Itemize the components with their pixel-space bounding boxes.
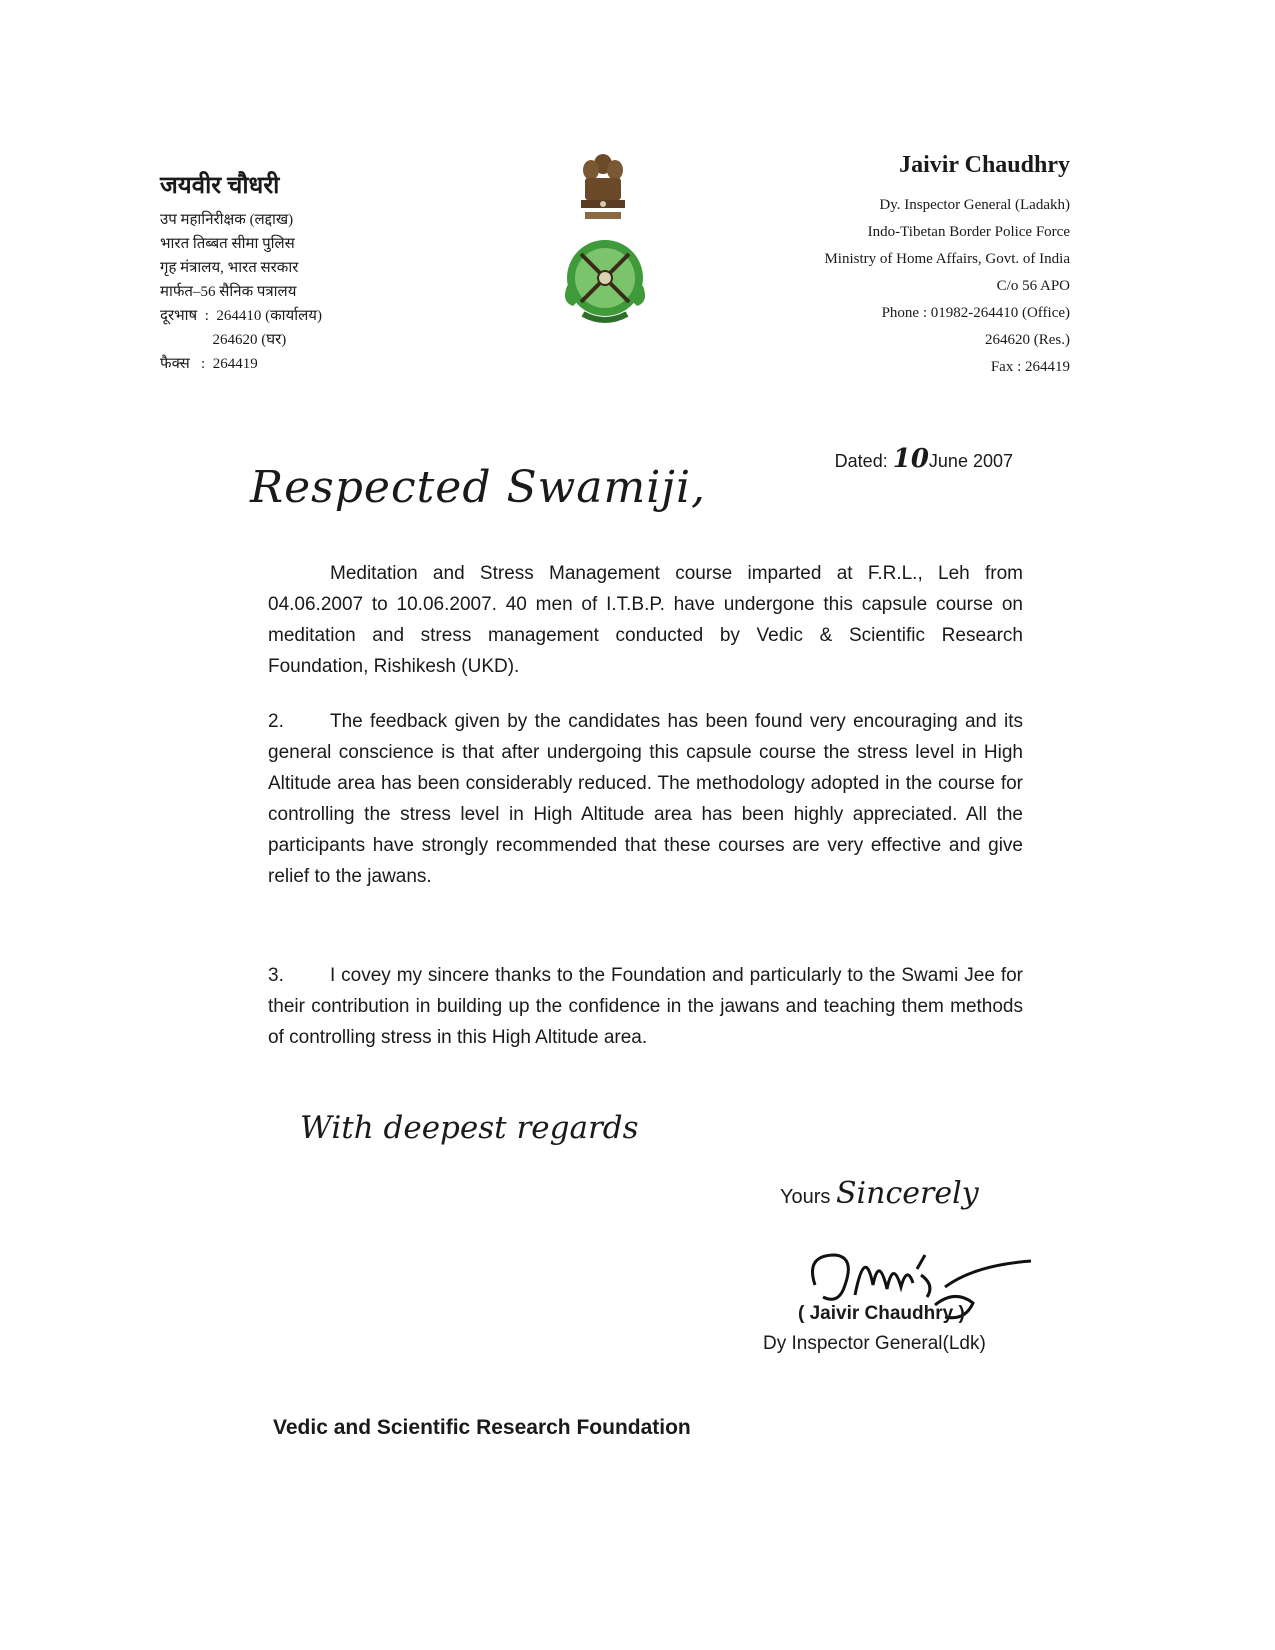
english-letterhead-line: Indo-Tibetan Border Police Force xyxy=(867,224,1070,240)
signatory-name: ( Jaivir Chaudhry ) xyxy=(798,1303,965,1324)
hindi-letterhead-line: 264620 (घर) xyxy=(160,332,287,348)
paragraph-3-text: I covey my sincere thanks to the Foundation and particularly to the Swami Jee for their contribution in building up the confidence in the jawans and teaching them methods of controlling stress in this High Altitude area. xyxy=(268,965,1023,1048)
closing-sincerely-handwritten: Sincerely xyxy=(835,1176,979,1211)
letter-date xyxy=(835,444,1013,474)
footer-organization: Vedic and Scientific Research Foundation xyxy=(273,1416,691,1439)
hindi-letterhead-line: दूरभाष : 264410 (कार्यालय) xyxy=(160,308,322,324)
paragraph-number: 3. xyxy=(268,965,284,986)
itbp-badge-icon xyxy=(553,228,657,328)
english-letterhead-line: 264620 (Res.) xyxy=(985,332,1070,348)
paragraph-3 xyxy=(268,960,1023,1053)
english-letterhead-line: C/o 56 APO xyxy=(996,278,1070,294)
signatory-title: Dy Inspector General(Ldk) xyxy=(763,1333,986,1354)
regards-handwritten: With deepest regards xyxy=(300,1110,639,1146)
closing xyxy=(780,1176,979,1211)
english-letterhead-line: Dy. Inspector General (Ladakh) xyxy=(879,197,1070,213)
hindi-letterhead-line: मार्फत–56 सैनिक पत्रालय xyxy=(160,284,297,300)
closing-yours: Yours xyxy=(780,1186,831,1208)
date-day-handwritten: 10 xyxy=(892,444,929,474)
paragraph-2-text: The feedback given by the candidates has been found very encouraging and its general conscience is that after undergoing this capsule course the stress level in High Altitude area has been considerably reduced. The methodology adopted in the course for controlling the stress level in High Altitude area has been highly appreciated. All the participants have strongly recommended that these courses are very effective and give relief to the jawans. xyxy=(268,711,1023,887)
english-letterhead-line: Ministry of Home Affairs, Govt. of India xyxy=(824,251,1070,267)
hindi-letterhead-line: फैक्स : 264419 xyxy=(160,356,258,372)
hindi-letterhead-details xyxy=(160,208,322,376)
date-label: Dated: xyxy=(834,451,888,471)
hindi-letterhead-line: भारत तिब्बत सीमा पुलिस xyxy=(160,236,295,252)
salutation-handwritten: Respected Swamiji, xyxy=(250,462,707,513)
english-letterhead-line: Fax : 264419 xyxy=(990,359,1070,375)
english-letterhead-details xyxy=(824,192,1070,381)
hindi-letterhead-line: उप महानिरीक्षक (लद्दाख) xyxy=(160,212,294,228)
hindi-letterhead-line: गृह मंत्रालय, भारत सरकार xyxy=(160,260,299,276)
paragraph-number: 2. xyxy=(268,711,284,732)
hindi-letterhead-name: जयवीर चौधरी xyxy=(160,173,280,199)
paragraph-2 xyxy=(268,706,1023,892)
date-month-year: June 2007 xyxy=(928,451,1013,471)
english-letterhead-line: Phone : 01982-264410 (Office) xyxy=(881,305,1070,321)
paragraph-1: Meditation and Stress Management course imparted at F.R.L., Leh from 04.06.2007 to 10.06.2007. 40 men of I.T.B.P. have undergone this capsule course on meditation and stress management conducted by Vedic & Scientific Research Foundation, Rishikesh (UKD). xyxy=(268,563,1023,677)
english-letterhead-name: Jaivir Chaudhry xyxy=(899,152,1070,178)
national-emblem-icon xyxy=(575,150,631,228)
